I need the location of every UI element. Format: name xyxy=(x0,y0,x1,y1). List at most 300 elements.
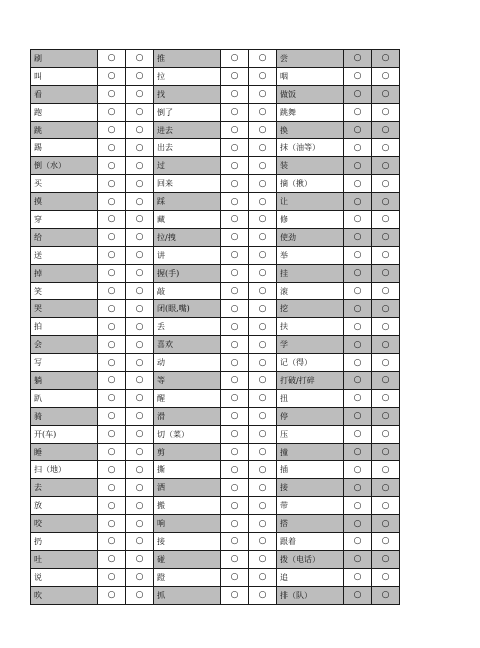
table-row xyxy=(31,425,400,443)
option-circle-left[interactable]: ○ xyxy=(344,157,372,175)
option-circle-left[interactable]: ○ xyxy=(221,533,249,551)
option-circle-right[interactable]: ○ xyxy=(249,246,277,264)
option-circle-right[interactable]: ○ xyxy=(126,50,154,68)
option-circle-right[interactable]: ○ xyxy=(249,533,277,551)
option-circle-left[interactable]: ○ xyxy=(98,246,126,264)
table-row xyxy=(31,282,400,300)
option-circle-right[interactable]: ○ xyxy=(372,121,400,139)
option-circle-left[interactable]: ○ xyxy=(221,139,249,157)
option-circle-right[interactable]: ○ xyxy=(249,318,277,336)
option-circle-left[interactable]: ○ xyxy=(98,228,126,246)
word-cell: 动 xyxy=(154,354,221,372)
option-circle-right[interactable]: ○ xyxy=(126,479,154,497)
option-circle-left[interactable]: ○ xyxy=(344,407,372,425)
option-circle-right[interactable]: ○ xyxy=(126,586,154,604)
word-cell: 趴 xyxy=(31,389,98,407)
word-cell: 倒了 xyxy=(154,103,221,121)
option-circle-right[interactable]: ○ xyxy=(372,264,400,282)
word-cell: 带 xyxy=(277,497,344,515)
table-row xyxy=(31,568,400,586)
option-circle-right[interactable]: ○ xyxy=(126,175,154,193)
table-row xyxy=(31,264,400,282)
option-circle-right[interactable]: ○ xyxy=(126,85,154,103)
option-circle-right[interactable]: ○ xyxy=(249,228,277,246)
option-circle-left[interactable]: ○ xyxy=(221,246,249,264)
option-circle-left[interactable]: ○ xyxy=(98,336,126,354)
option-circle-left[interactable]: ○ xyxy=(221,67,249,85)
option-circle-right[interactable]: ○ xyxy=(126,461,154,479)
word-cell: 握(手) xyxy=(154,264,221,282)
option-circle-right[interactable]: ○ xyxy=(372,550,400,568)
option-circle-left[interactable]: ○ xyxy=(221,497,249,515)
option-circle-right[interactable]: ○ xyxy=(372,211,400,229)
option-circle-right[interactable]: ○ xyxy=(372,568,400,586)
word-cell: 回来 xyxy=(154,175,221,193)
word-cell: 挖 xyxy=(277,300,344,318)
option-circle-left[interactable]: ○ xyxy=(344,211,372,229)
option-circle-right[interactable]: ○ xyxy=(249,443,277,461)
option-circle-left[interactable]: ○ xyxy=(221,479,249,497)
option-circle-left[interactable]: ○ xyxy=(98,50,126,68)
option-circle-left[interactable]: ○ xyxy=(344,515,372,533)
option-circle-left[interactable]: ○ xyxy=(221,103,249,121)
word-cell: 撞 xyxy=(277,443,344,461)
word-cell: 闭(眼,嘴) xyxy=(154,300,221,318)
option-circle-right[interactable]: ○ xyxy=(372,228,400,246)
option-circle-left[interactable]: ○ xyxy=(344,282,372,300)
word-cell: 切（菜） xyxy=(154,425,221,443)
option-circle-left[interactable]: ○ xyxy=(344,336,372,354)
option-circle-right[interactable]: ○ xyxy=(372,300,400,318)
option-circle-right[interactable]: ○ xyxy=(249,372,277,390)
word-cell: 送 xyxy=(31,246,98,264)
option-circle-left[interactable]: ○ xyxy=(98,264,126,282)
table-row xyxy=(31,157,400,175)
option-circle-left[interactable]: ○ xyxy=(98,479,126,497)
option-circle-right[interactable]: ○ xyxy=(372,103,400,121)
table-row xyxy=(31,85,400,103)
option-circle-left[interactable]: ○ xyxy=(98,533,126,551)
option-circle-left[interactable]: ○ xyxy=(221,300,249,318)
option-circle-right[interactable]: ○ xyxy=(372,461,400,479)
word-cell: 跟着 xyxy=(277,533,344,551)
word-cell: 开(车) xyxy=(31,425,98,443)
option-circle-right[interactable]: ○ xyxy=(372,85,400,103)
option-circle-right[interactable]: ○ xyxy=(249,193,277,211)
word-cell: 掉 xyxy=(31,264,98,282)
option-circle-left[interactable]: ○ xyxy=(221,282,249,300)
option-circle-left[interactable]: ○ xyxy=(221,336,249,354)
table-row xyxy=(31,372,400,390)
option-circle-right[interactable]: ○ xyxy=(126,103,154,121)
option-circle-right[interactable]: ○ xyxy=(126,550,154,568)
word-cell: 找 xyxy=(154,85,221,103)
option-circle-left[interactable]: ○ xyxy=(344,443,372,461)
word-cell: 躺 xyxy=(31,372,98,390)
table-row xyxy=(31,389,400,407)
table-row xyxy=(31,67,400,85)
word-cell: 踩 xyxy=(154,193,221,211)
word-cell: 使劲 xyxy=(277,228,344,246)
table-row xyxy=(31,515,400,533)
option-circle-left[interactable]: ○ xyxy=(221,443,249,461)
option-circle-right[interactable]: ○ xyxy=(372,533,400,551)
option-circle-right[interactable]: ○ xyxy=(126,318,154,336)
option-circle-right[interactable]: ○ xyxy=(249,67,277,85)
word-cell: 摸 xyxy=(31,193,98,211)
option-circle-right[interactable]: ○ xyxy=(249,425,277,443)
table-row xyxy=(31,533,400,551)
option-circle-right[interactable]: ○ xyxy=(249,550,277,568)
word-cell: 过 xyxy=(154,157,221,175)
option-circle-left[interactable]: ○ xyxy=(344,67,372,85)
table-row xyxy=(31,121,400,139)
option-circle-right[interactable]: ○ xyxy=(249,407,277,425)
word-cell: 去 xyxy=(31,479,98,497)
option-circle-right[interactable]: ○ xyxy=(126,211,154,229)
option-circle-right[interactable]: ○ xyxy=(126,389,154,407)
word-cell: 藏 xyxy=(154,211,221,229)
word-cell: 装 xyxy=(277,157,344,175)
word-cell: 学 xyxy=(277,336,344,354)
option-circle-left[interactable]: ○ xyxy=(98,586,126,604)
option-circle-right[interactable]: ○ xyxy=(126,157,154,175)
option-circle-left[interactable]: ○ xyxy=(221,425,249,443)
word-cell: 咬 xyxy=(31,515,98,533)
option-circle-right[interactable]: ○ xyxy=(126,443,154,461)
table-row xyxy=(31,461,400,479)
option-circle-right[interactable]: ○ xyxy=(126,515,154,533)
option-circle-left[interactable]: ○ xyxy=(344,354,372,372)
option-circle-left[interactable]: ○ xyxy=(344,264,372,282)
word-cell: 记（得） xyxy=(277,354,344,372)
table-row xyxy=(31,318,400,336)
word-cell: 扭 xyxy=(277,389,344,407)
option-circle-left[interactable]: ○ xyxy=(344,479,372,497)
option-circle-left[interactable]: ○ xyxy=(98,211,126,229)
option-circle-left[interactable]: ○ xyxy=(344,121,372,139)
option-circle-left[interactable]: ○ xyxy=(98,318,126,336)
option-circle-right[interactable]: ○ xyxy=(126,246,154,264)
word-cell: 讲 xyxy=(154,246,221,264)
option-circle-right[interactable]: ○ xyxy=(249,461,277,479)
option-circle-left[interactable]: ○ xyxy=(221,407,249,425)
word-cell: 哭 xyxy=(31,300,98,318)
option-circle-left[interactable]: ○ xyxy=(344,193,372,211)
option-circle-left[interactable]: ○ xyxy=(221,85,249,103)
option-circle-left[interactable]: ○ xyxy=(344,372,372,390)
option-circle-left[interactable]: ○ xyxy=(98,139,126,157)
option-circle-left[interactable]: ○ xyxy=(221,211,249,229)
option-circle-left[interactable]: ○ xyxy=(344,550,372,568)
option-circle-left[interactable]: ○ xyxy=(98,550,126,568)
option-circle-left[interactable]: ○ xyxy=(221,50,249,68)
option-circle-left[interactable]: ○ xyxy=(221,568,249,586)
option-circle-right[interactable]: ○ xyxy=(372,50,400,68)
word-cell: 追 xyxy=(277,568,344,586)
option-circle-right[interactable]: ○ xyxy=(249,264,277,282)
option-circle-right[interactable]: ○ xyxy=(126,67,154,85)
option-circle-left[interactable]: ○ xyxy=(344,461,372,479)
option-circle-right[interactable]: ○ xyxy=(126,121,154,139)
word-cell: 丢 xyxy=(154,318,221,336)
word-cell: 扫（地） xyxy=(31,461,98,479)
option-circle-right[interactable]: ○ xyxy=(372,407,400,425)
option-circle-right[interactable]: ○ xyxy=(249,389,277,407)
option-circle-left[interactable]: ○ xyxy=(98,121,126,139)
table-row xyxy=(31,479,400,497)
option-circle-left[interactable]: ○ xyxy=(98,568,126,586)
option-circle-right[interactable]: ○ xyxy=(249,497,277,515)
option-circle-left[interactable]: ○ xyxy=(98,425,126,443)
table-row xyxy=(31,228,400,246)
option-circle-right[interactable]: ○ xyxy=(126,300,154,318)
option-circle-left[interactable]: ○ xyxy=(344,568,372,586)
word-cell: 挂 xyxy=(277,264,344,282)
table-row xyxy=(31,443,400,461)
option-circle-right[interactable]: ○ xyxy=(249,300,277,318)
option-circle-right[interactable]: ○ xyxy=(372,282,400,300)
word-cell: 摘（揪） xyxy=(277,175,344,193)
option-circle-right[interactable]: ○ xyxy=(249,282,277,300)
option-circle-right[interactable]: ○ xyxy=(372,479,400,497)
word-cell: 滑 xyxy=(154,407,221,425)
word-cell: 搬 xyxy=(154,497,221,515)
option-circle-right[interactable]: ○ xyxy=(126,139,154,157)
option-circle-left[interactable]: ○ xyxy=(344,246,372,264)
option-circle-left[interactable]: ○ xyxy=(344,175,372,193)
word-cell: 敲 xyxy=(154,282,221,300)
word-cell: 响 xyxy=(154,515,221,533)
option-circle-right[interactable]: ○ xyxy=(372,515,400,533)
word-cell: 换 xyxy=(277,121,344,139)
table-row xyxy=(31,211,400,229)
word-cell: 拉 xyxy=(154,67,221,85)
option-circle-right[interactable]: ○ xyxy=(126,568,154,586)
option-circle-left[interactable]: ○ xyxy=(221,318,249,336)
option-circle-left[interactable]: ○ xyxy=(98,85,126,103)
word-cell: 写 xyxy=(31,354,98,372)
word-cell: 扶 xyxy=(277,318,344,336)
word-cell: 修 xyxy=(277,211,344,229)
option-circle-right[interactable]: ○ xyxy=(249,479,277,497)
option-circle-left[interactable]: ○ xyxy=(344,103,372,121)
word-cell: 踢 xyxy=(31,139,98,157)
option-circle-left[interactable]: ○ xyxy=(221,121,249,139)
option-circle-left[interactable]: ○ xyxy=(98,443,126,461)
word-cell: 吐 xyxy=(31,550,98,568)
option-circle-left[interactable]: ○ xyxy=(98,193,126,211)
option-circle-right[interactable]: ○ xyxy=(372,139,400,157)
option-circle-left[interactable]: ○ xyxy=(344,533,372,551)
table-row xyxy=(31,193,400,211)
word-cell: 做饭 xyxy=(277,85,344,103)
option-circle-right[interactable]: ○ xyxy=(249,50,277,68)
word-cell: 抓 xyxy=(154,586,221,604)
option-circle-left[interactable]: ○ xyxy=(221,193,249,211)
option-circle-left[interactable]: ○ xyxy=(221,515,249,533)
option-circle-right[interactable]: ○ xyxy=(249,568,277,586)
table-row xyxy=(31,139,400,157)
word-cell: 笑 xyxy=(31,282,98,300)
option-circle-right[interactable]: ○ xyxy=(126,336,154,354)
option-circle-left[interactable]: ○ xyxy=(98,103,126,121)
option-circle-left[interactable]: ○ xyxy=(98,389,126,407)
option-circle-left[interactable]: ○ xyxy=(344,228,372,246)
word-cell: 穿 xyxy=(31,211,98,229)
word-cell: 滚 xyxy=(277,282,344,300)
option-circle-left[interactable]: ○ xyxy=(221,228,249,246)
option-circle-left[interactable]: ○ xyxy=(221,586,249,604)
table-row xyxy=(31,407,400,425)
word-cell: 跑 xyxy=(31,103,98,121)
word-cell: 剪 xyxy=(154,443,221,461)
word-cell: 推 xyxy=(154,50,221,68)
table-row xyxy=(31,175,400,193)
word-cell: 喜欢 xyxy=(154,336,221,354)
verb-checklist-table xyxy=(30,49,400,605)
option-circle-left[interactable]: ○ xyxy=(221,550,249,568)
word-cell: 举 xyxy=(277,246,344,264)
word-cell: 进去 xyxy=(154,121,221,139)
option-circle-right[interactable]: ○ xyxy=(372,193,400,211)
word-cell: 拍 xyxy=(31,318,98,336)
option-circle-right[interactable]: ○ xyxy=(372,372,400,390)
option-circle-left[interactable]: ○ xyxy=(98,354,126,372)
option-circle-right[interactable]: ○ xyxy=(372,336,400,354)
word-cell: 倒（水） xyxy=(31,157,98,175)
option-circle-right[interactable]: ○ xyxy=(126,425,154,443)
table-row xyxy=(31,103,400,121)
option-circle-left[interactable]: ○ xyxy=(98,497,126,515)
option-circle-right[interactable]: ○ xyxy=(372,586,400,604)
option-circle-right[interactable]: ○ xyxy=(126,264,154,282)
option-circle-right[interactable]: ○ xyxy=(372,443,400,461)
option-circle-right[interactable]: ○ xyxy=(249,211,277,229)
option-circle-left[interactable]: ○ xyxy=(98,372,126,390)
option-circle-left[interactable]: ○ xyxy=(344,425,372,443)
table-row xyxy=(31,550,400,568)
word-cell: 打破/打碎 xyxy=(277,372,344,390)
option-circle-right[interactable]: ○ xyxy=(249,175,277,193)
word-cell: 看 xyxy=(31,85,98,103)
word-cell: 接 xyxy=(277,479,344,497)
option-circle-right[interactable]: ○ xyxy=(372,389,400,407)
option-circle-left[interactable]: ○ xyxy=(221,264,249,282)
option-circle-right[interactable]: ○ xyxy=(249,139,277,157)
word-cell: 咽 xyxy=(277,67,344,85)
option-circle-left[interactable]: ○ xyxy=(221,389,249,407)
option-circle-right[interactable]: ○ xyxy=(126,497,154,515)
word-cell: 等 xyxy=(154,372,221,390)
option-circle-left[interactable]: ○ xyxy=(344,497,372,515)
word-cell: 出去 xyxy=(154,139,221,157)
option-circle-right[interactable]: ○ xyxy=(249,354,277,372)
option-circle-right[interactable]: ○ xyxy=(372,246,400,264)
word-cell: 抹（油等） xyxy=(277,139,344,157)
option-circle-right[interactable]: ○ xyxy=(249,336,277,354)
word-cell: 跳 xyxy=(31,121,98,139)
option-circle-left[interactable]: ○ xyxy=(221,354,249,372)
option-circle-right[interactable]: ○ xyxy=(372,318,400,336)
option-circle-left[interactable]: ○ xyxy=(98,300,126,318)
word-cell: 接 xyxy=(154,533,221,551)
option-circle-right[interactable]: ○ xyxy=(249,85,277,103)
table-row xyxy=(31,586,400,604)
option-circle-right[interactable]: ○ xyxy=(249,157,277,175)
option-circle-left[interactable]: ○ xyxy=(344,389,372,407)
word-cell: 睡 xyxy=(31,443,98,461)
option-circle-right[interactable]: ○ xyxy=(372,175,400,193)
word-cell: 让 xyxy=(277,193,344,211)
option-circle-right[interactable]: ○ xyxy=(372,497,400,515)
option-circle-left[interactable]: ○ xyxy=(221,157,249,175)
option-circle-left[interactable]: ○ xyxy=(344,85,372,103)
option-circle-left[interactable]: ○ xyxy=(98,282,126,300)
word-cell: 拉/拽 xyxy=(154,228,221,246)
word-cell: 排（队） xyxy=(277,586,344,604)
word-cell: 吹 xyxy=(31,586,98,604)
option-circle-right[interactable]: ○ xyxy=(372,354,400,372)
word-cell: 醒 xyxy=(154,389,221,407)
option-circle-right[interactable]: ○ xyxy=(372,425,400,443)
option-circle-left[interactable]: ○ xyxy=(98,461,126,479)
word-cell: 蹬 xyxy=(154,568,221,586)
option-circle-left[interactable]: ○ xyxy=(221,461,249,479)
option-circle-right[interactable]: ○ xyxy=(126,533,154,551)
table-row xyxy=(31,497,400,515)
option-circle-left[interactable]: ○ xyxy=(98,175,126,193)
option-circle-left[interactable]: ○ xyxy=(221,372,249,390)
word-cell: 扔 xyxy=(31,533,98,551)
word-cell: 搭 xyxy=(277,515,344,533)
option-circle-right[interactable]: ○ xyxy=(249,121,277,139)
word-cell: 碰 xyxy=(154,550,221,568)
table-row xyxy=(31,354,400,372)
option-circle-right[interactable]: ○ xyxy=(126,372,154,390)
option-circle-left[interactable]: ○ xyxy=(98,67,126,85)
option-circle-right[interactable]: ○ xyxy=(249,586,277,604)
option-circle-right[interactable]: ○ xyxy=(249,103,277,121)
option-circle-right[interactable]: ○ xyxy=(372,67,400,85)
word-cell: 给 xyxy=(31,228,98,246)
table-body xyxy=(31,50,400,605)
table-row xyxy=(31,300,400,318)
option-circle-left[interactable]: ○ xyxy=(221,175,249,193)
word-cell: 骑 xyxy=(31,407,98,425)
table-row xyxy=(31,336,400,354)
option-circle-left[interactable]: ○ xyxy=(344,586,372,604)
option-circle-left[interactable]: ○ xyxy=(98,157,126,175)
option-circle-right[interactable]: ○ xyxy=(126,228,154,246)
word-cell: 尝 xyxy=(277,50,344,68)
option-circle-left[interactable]: ○ xyxy=(344,50,372,68)
option-circle-left[interactable]: ○ xyxy=(344,139,372,157)
option-circle-right[interactable]: ○ xyxy=(126,282,154,300)
option-circle-right[interactable]: ○ xyxy=(372,157,400,175)
table-row xyxy=(31,50,400,68)
option-circle-right[interactable]: ○ xyxy=(126,407,154,425)
word-cell: 叫 xyxy=(31,67,98,85)
option-circle-left[interactable]: ○ xyxy=(344,300,372,318)
word-cell: 拨（电话） xyxy=(277,550,344,568)
option-circle-right[interactable]: ○ xyxy=(249,515,277,533)
option-circle-right[interactable]: ○ xyxy=(126,193,154,211)
option-circle-left[interactable]: ○ xyxy=(344,318,372,336)
option-circle-left[interactable]: ○ xyxy=(98,515,126,533)
option-circle-right[interactable]: ○ xyxy=(126,354,154,372)
option-circle-left[interactable]: ○ xyxy=(98,407,126,425)
